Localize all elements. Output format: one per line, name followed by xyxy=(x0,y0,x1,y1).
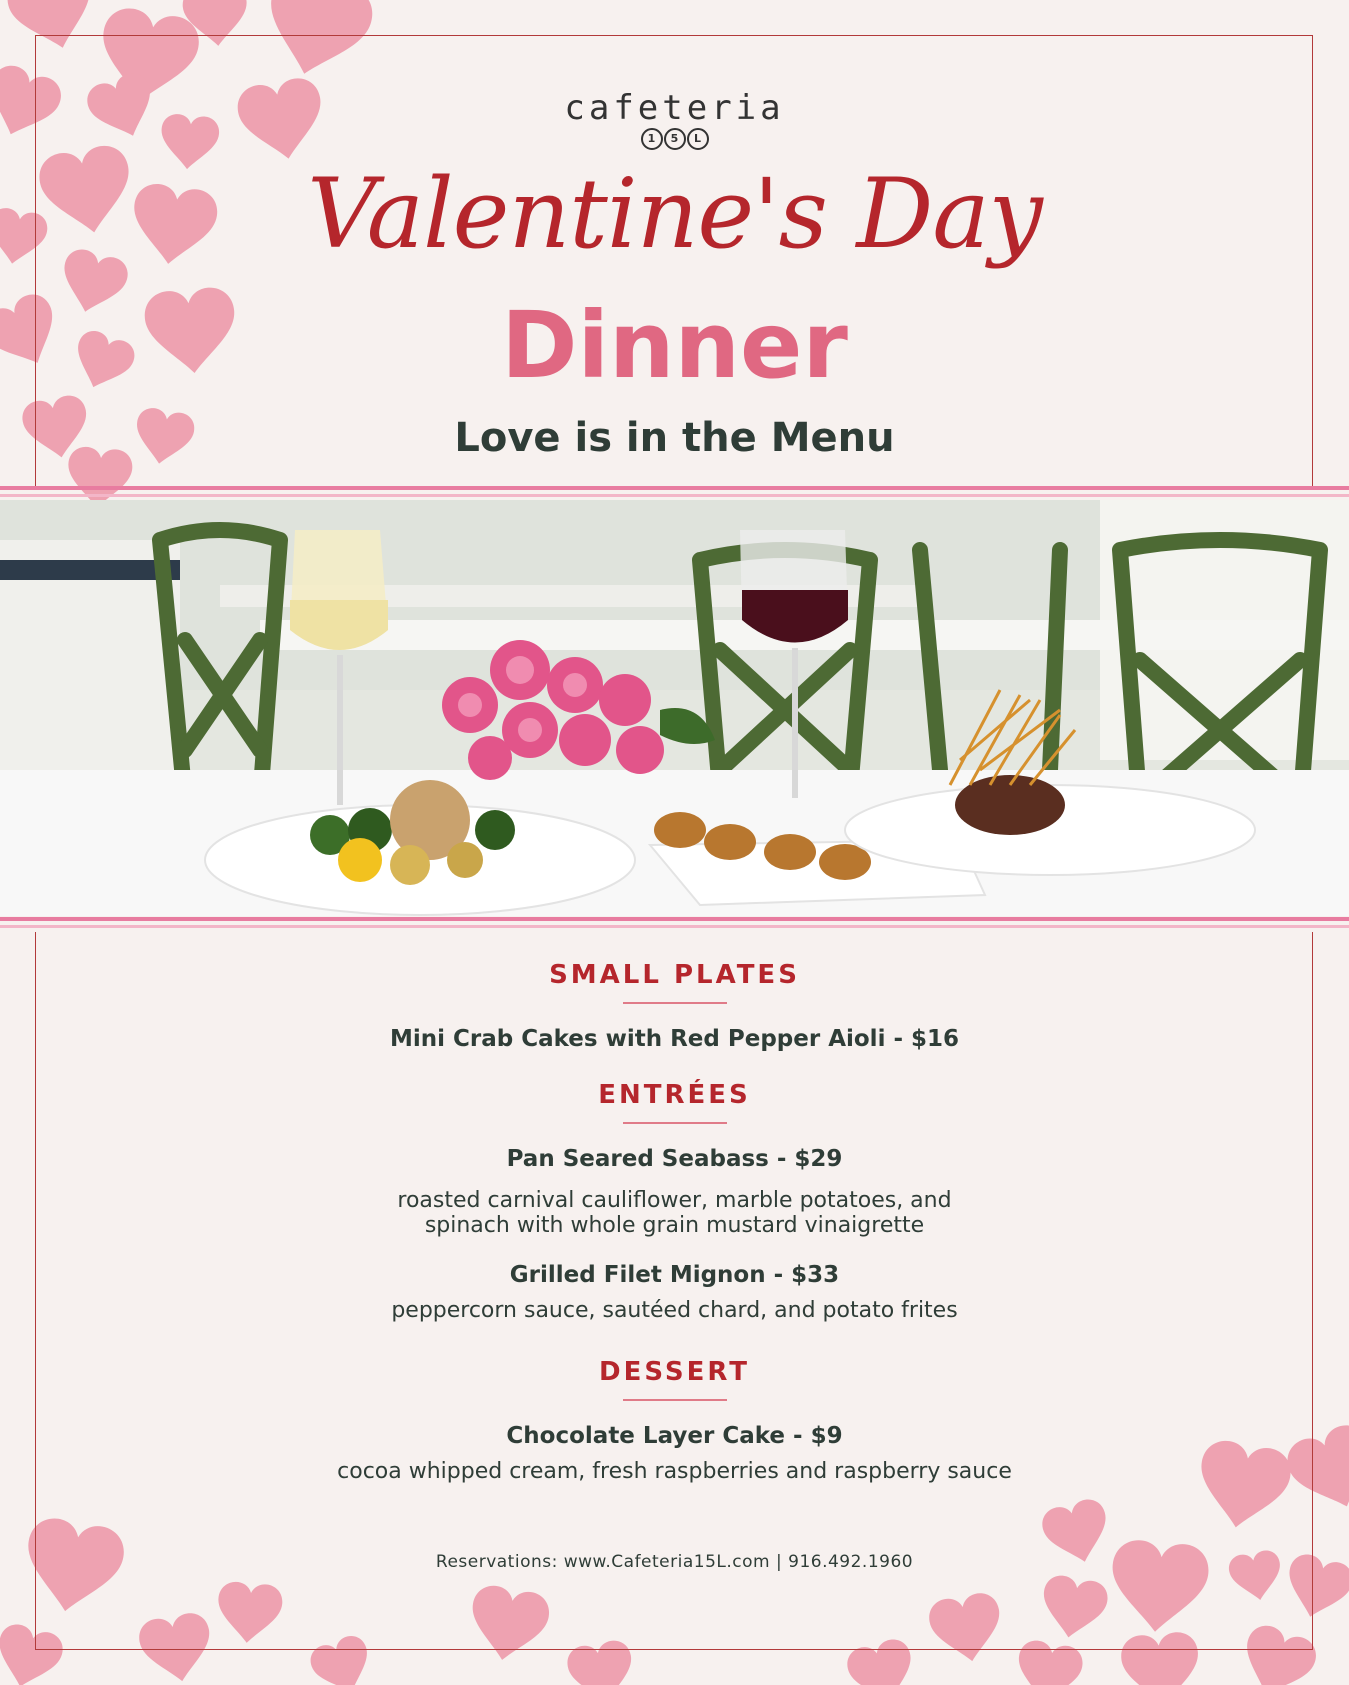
stripe-bottom-1 xyxy=(0,917,1349,921)
tagline: Love is in the Menu xyxy=(454,415,895,461)
stripe-bottom-2 xyxy=(0,925,1349,928)
menu-item-filet-mignon: Grilled Filet Mignon - $33 xyxy=(509,1262,840,1288)
brand-logo-badge: 1 5 L xyxy=(0,128,1349,150)
stripe-top-1 xyxy=(0,486,1349,490)
menu-item-seabass-desc: roasted carnival cauliflower, marble potatoes, and spinach with whole grain mustard vinaigrette xyxy=(397,1188,952,1238)
section-heading-dessert: DESSERT xyxy=(599,1357,750,1387)
section-heading-small-plates: SMALL PLATES xyxy=(549,960,800,990)
menu-item-seabass: Pan Seared Seabass - $29 xyxy=(506,1146,843,1172)
divider xyxy=(623,1122,727,1124)
food-photo-illustration xyxy=(0,500,1349,916)
menu-section xyxy=(0,960,1349,1484)
menu-item-filet-mignon-desc: peppercorn sauce, sautéed chard, and potato frites xyxy=(391,1298,958,1323)
divider xyxy=(623,1399,727,1401)
page-title: Dinner xyxy=(501,292,848,399)
menu-item-crab-cakes: Mini Crab Cakes with Red Pepper Aioli - $16 xyxy=(389,1026,960,1052)
stripe-top-2 xyxy=(0,494,1349,497)
section-heading-entrees: ENTRÉES xyxy=(598,1080,751,1110)
reservations-info: Reservations: www.Cafeteria15L.com | 916.492.1960 xyxy=(435,1552,914,1572)
menu-item-chocolate-cake-desc: cocoa whipped cream, fresh raspberries and raspberry sauce xyxy=(337,1459,1012,1484)
food-photo xyxy=(0,500,1349,916)
menu-item-chocolate-cake: Chocolate Layer Cake - $9 xyxy=(506,1423,843,1449)
brand-logo: cafeteria xyxy=(564,88,785,128)
divider xyxy=(623,1002,727,1004)
script-title: Valentine's Day xyxy=(307,158,1042,270)
